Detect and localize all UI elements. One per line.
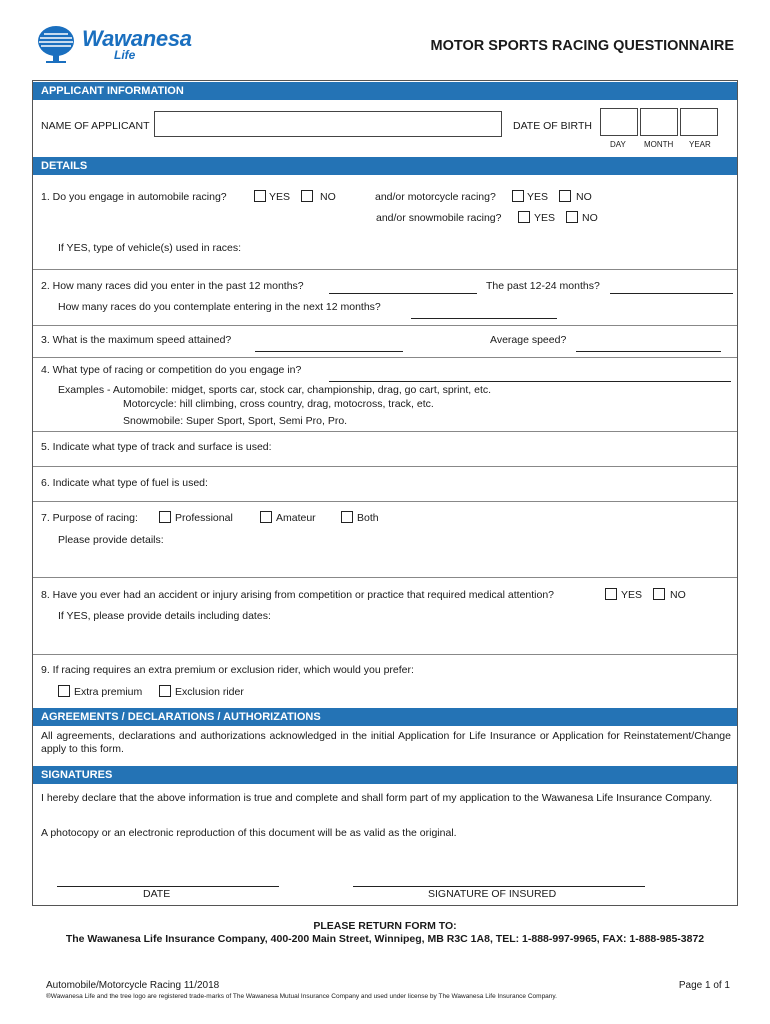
page-number: Page 1 of 1 [678, 980, 730, 991]
q2-text: 2. How many races did you enter in the past 12 months? [41, 280, 304, 292]
q1-snow-yes-label: YES [534, 212, 556, 224]
q7-text: 7. Purpose of racing: [41, 512, 138, 524]
q1-auto-yes-checkbox[interactable] [254, 190, 266, 202]
q5-text: 5. Indicate what type of track and surface is used: [41, 441, 272, 453]
q4-examples-3: Snowmobile: Super Sport, Sport, Semi Pro, Pro. [123, 415, 348, 427]
declaration-text: I hereby declare that the above information is true and complete and shall form part of my application to the Wawanesa Life Insurance Company. [41, 792, 713, 804]
q1-vehicles-text: If YES, type of vehicle(s) used in races: [58, 242, 242, 254]
signature-label: SIGNATURE OF INSURED [428, 888, 557, 900]
wawanesa-logo [36, 24, 196, 64]
q2-past24-text: The past 12-24 months? [486, 280, 600, 292]
return-address: The Wawanesa Life Insurance Company, 400-200 Main Street, Winnipeg, MB R3C 1A8, TEL: 1-888-997-9965, FAX: 1-888-985-3872 [65, 933, 705, 945]
q2-next-text: How many races do you contemplate entering in the next 12 months? [58, 301, 381, 313]
q1-snow-no-checkbox[interactable] [566, 211, 578, 223]
q1-snow-text: and/or snowmobile racing? [376, 212, 502, 224]
q9-extra-premium-checkbox[interactable] [58, 685, 70, 697]
dob-day-input[interactable] [600, 108, 638, 136]
q7-amateur-label: Amateur [276, 512, 316, 524]
q8-text: 8. Have you ever had an accident or injury arising from competition or practice that required medical attention? [41, 589, 555, 601]
q9-exclusion-rider-checkbox[interactable] [159, 685, 171, 697]
month-label: MONTH [644, 140, 674, 149]
insured-signature-input[interactable] [353, 871, 645, 887]
dob-month-input[interactable] [640, 108, 678, 136]
section-agreements-header: AGREEMENTS / DECLARATIONS / AUTHORIZATIONS [33, 708, 737, 726]
q1-moto-yes-checkbox[interactable] [512, 190, 524, 202]
year-label: YEAR [689, 140, 711, 149]
dob-year-input[interactable] [680, 108, 718, 136]
q8-details-text: If YES, please provide details including dates: [58, 610, 271, 622]
registered-mark: ® [46, 993, 51, 1000]
return-heading: PLEASE RETURN FORM TO: [313, 920, 457, 932]
logo-subtitle: Life [114, 48, 136, 62]
trademark-text: Wawanesa Life and the tree logo are registered trade-marks of The Wawanesa Mutual Insurance Company and used under license by The Wawanesa Life Insurance Company. [50, 993, 557, 1000]
q8-yes-label: YES [621, 589, 643, 601]
trademark-notice [46, 993, 557, 1000]
questionnaire-form [32, 80, 738, 906]
section-signatures-header: SIGNATURES [33, 766, 737, 784]
q1-moto-yes-label: YES [527, 191, 549, 203]
q8-no-label: NO [670, 589, 686, 601]
q7-amateur-checkbox[interactable] [260, 511, 272, 523]
logo-wordmark: Wawanesa [82, 26, 192, 51]
q1-auto-yes-label: YES [269, 191, 291, 203]
agreements-text: All agreements, declarations and authorizations acknowledged in the initial Application for Life Insurance or Application for Reinstatement/Change apply to this form. [41, 730, 731, 755]
q4-racing-type-input[interactable] [329, 369, 731, 382]
q7-both-label: Both [357, 512, 379, 524]
q9-text: 9. If racing requires an extra premium or exclusion rider, which would you prefer: [41, 664, 414, 676]
section-details-header: DETAILS [33, 157, 737, 175]
document-title: MOTOR SPORTS RACING QUESTIONNAIRE [430, 38, 734, 54]
q3-avg-speed-input[interactable] [576, 339, 721, 352]
q2-next-input[interactable] [411, 306, 557, 319]
section-applicant-header: APPLICANT INFORMATION [33, 82, 737, 100]
q2-past24-input[interactable] [610, 281, 733, 294]
q3-max-speed-input[interactable] [255, 339, 403, 352]
q8-no-checkbox[interactable] [653, 588, 665, 600]
name-input[interactable] [154, 111, 502, 137]
q3-avg-text: Average speed? [490, 334, 567, 346]
q3-text: 3. What is the maximum speed attained? [41, 334, 232, 346]
q1-text: 1. Do you engage in automobile racing? [41, 191, 227, 203]
q1-snow-yes-checkbox[interactable] [518, 211, 530, 223]
tree-logo-icon [36, 24, 76, 64]
q1-moto-text: and/or motorcycle racing? [375, 191, 496, 203]
dob-label: DATE OF BIRTH [513, 120, 592, 132]
q4-examples-2: Motorcycle: hill climbing, cross country, drag, motocross, track, etc. [123, 398, 434, 410]
q1-snow-no-label: NO [582, 212, 598, 224]
q1-auto-no-checkbox[interactable] [301, 190, 313, 202]
q7-details-text: Please provide details: [58, 534, 164, 546]
q7-professional-label: Professional [175, 512, 233, 524]
photocopy-text: A photocopy or an electronic reproduction of this document will be as valid as the original. [41, 827, 457, 839]
form-identifier: Automobile/Motorcycle Racing 11/2018 [46, 980, 220, 991]
q9-extra-premium-label: Extra premium [74, 686, 143, 698]
day-label: DAY [610, 140, 626, 149]
q4-examples-1: Examples - Automobile: midget, sports car, stock car, championship, drag, go cart, sprint, etc. [58, 384, 492, 396]
q9-exclusion-rider-label: Exclusion rider [175, 686, 244, 698]
q7-both-checkbox[interactable] [341, 511, 353, 523]
q1-auto-no-label: NO [320, 191, 336, 203]
date-label: DATE [143, 888, 171, 900]
q1-moto-no-checkbox[interactable] [559, 190, 571, 202]
q8-yes-checkbox[interactable] [605, 588, 617, 600]
q6-text: 6. Indicate what type of fuel is used: [41, 477, 208, 489]
q1-moto-no-label: NO [576, 191, 592, 203]
name-label: NAME OF APPLICANT [41, 120, 150, 132]
q7-professional-checkbox[interactable] [159, 511, 171, 523]
q2-past12-input[interactable] [329, 281, 477, 294]
q4-text: 4. What type of racing or competition do you engage in? [41, 364, 302, 376]
date-signature-input[interactable] [57, 871, 279, 887]
